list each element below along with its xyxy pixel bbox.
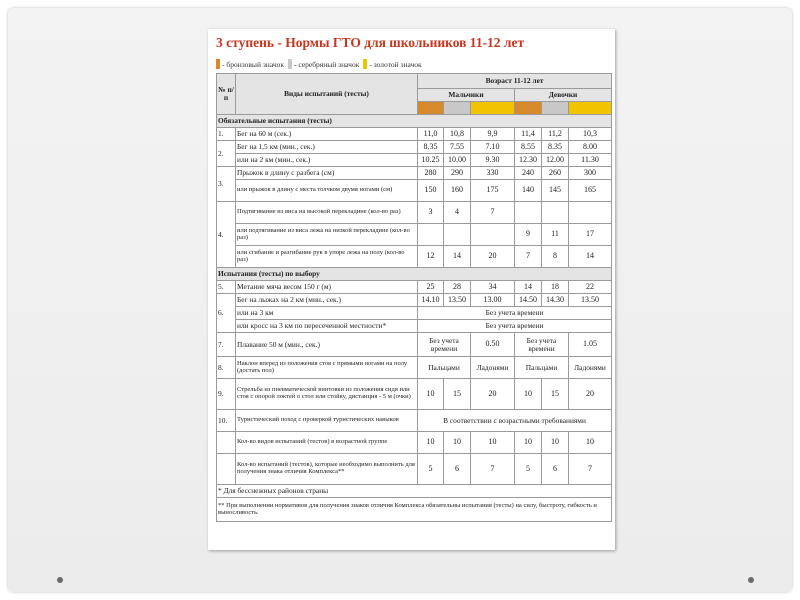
table-row: [217, 141, 612, 154]
value-cell: Без учета времени: [418, 333, 471, 357]
row-num: [217, 454, 236, 485]
gold-swatch: [363, 59, 367, 69]
test-name: Плавание 50 м (мин., сек.): [236, 333, 418, 357]
value-cell: 13.50: [444, 294, 471, 307]
row-num: 5.: [217, 281, 236, 294]
table-row: [217, 357, 612, 379]
test-name: или подтягивание из виса лежа на низкой перекладине (кол-во раз): [236, 224, 418, 246]
test-name: Кол-во видов испытаний (тестов) в возрастной группе: [236, 432, 418, 454]
table-row: [217, 154, 612, 167]
value-cell: Без учета времени: [418, 320, 612, 333]
value-cell: 13.00: [471, 294, 515, 307]
row-num: [217, 432, 236, 454]
footnote-snowless: * Для бесснежных районов страны: [217, 485, 612, 498]
section-mandatory: Обязательные испытания (тесты): [217, 115, 612, 128]
test-name: Бег на лыжах на 2 км (мин., сек.): [236, 294, 418, 307]
value-cell: 9.30: [471, 154, 515, 167]
medal-legend: [216, 59, 611, 69]
value-cell: 20: [569, 379, 612, 410]
table-row: [217, 294, 612, 307]
test-name: Наклон вперед из положения стоя с прямыми ногами на полу (достать пол): [236, 357, 418, 379]
value-cell: Без учета времени: [515, 333, 569, 357]
legend-bronze: - бронзовый значок: [222, 59, 285, 69]
medal-color-cell: [471, 102, 515, 115]
value-cell: [542, 202, 569, 224]
table-row: [217, 320, 612, 333]
table-row: [217, 432, 612, 454]
value-cell: [569, 202, 612, 224]
medal-color-cell: [542, 102, 569, 115]
bronze-swatch: [216, 59, 220, 69]
table-row: [217, 333, 612, 357]
value-cell: 150: [418, 180, 444, 202]
value-cell: 8.35: [418, 141, 444, 154]
value-cell: 14: [569, 246, 612, 268]
value-cell: 10: [542, 432, 569, 454]
row-num: 8.: [217, 357, 236, 379]
header-tests: Виды испытаний (тесты): [236, 74, 418, 115]
test-name: или кросс на 3 км по пересеченной местности*: [236, 320, 418, 333]
value-cell: 14.30: [542, 294, 569, 307]
value-cell: 175: [471, 180, 515, 202]
table-row: [217, 307, 612, 320]
header-age: Возраст 11-12 лет: [418, 74, 612, 89]
table-row: [217, 167, 612, 180]
value-cell: Ладонями: [471, 357, 515, 379]
table-row: [217, 410, 612, 432]
value-cell: 20: [471, 379, 515, 410]
value-cell: 7: [569, 454, 612, 485]
value-cell: 8.55: [515, 141, 542, 154]
table-row: [217, 180, 612, 202]
value-cell: 10,3: [569, 128, 612, 141]
document-title: 3 ступень - Нормы ГТО для школьников 11-12 лет: [216, 35, 525, 50]
norms-table: [216, 73, 612, 522]
medal-color-cell: [515, 102, 542, 115]
test-name: Метание мяча весом 150 г (м): [236, 281, 418, 294]
value-cell: 10.25: [418, 154, 444, 167]
test-name: или на 3 км: [236, 307, 418, 320]
value-cell: 7.10: [471, 141, 515, 154]
value-cell: 9,9: [471, 128, 515, 141]
medal-color-cell: [569, 102, 612, 115]
value-cell: 10: [444, 432, 471, 454]
value-cell: 11,2: [542, 128, 569, 141]
value-cell: 28: [444, 281, 471, 294]
value-cell: 10,8: [444, 128, 471, 141]
row-num: 7.: [217, 333, 236, 357]
value-cell: 140: [515, 180, 542, 202]
value-cell: В соответствии с возрастными требованиями: [418, 410, 612, 432]
value-cell: 160: [444, 180, 471, 202]
bullet-dot: [748, 577, 754, 583]
header-boys: Мальчики: [418, 88, 515, 102]
row-num: 3.: [217, 167, 236, 202]
value-cell: 14.10: [418, 294, 444, 307]
value-cell: [418, 224, 444, 246]
test-name: Кол-во испытаний (тестов), которые необходимо выполнить для получения знака отличия Комплекса**: [236, 454, 418, 485]
row-num: 6.: [217, 294, 236, 333]
legend-gold: - золотой значок: [369, 59, 422, 69]
value-cell: 10.00: [444, 154, 471, 167]
section-optional: Испытания (тесты) по выбору: [217, 268, 612, 281]
bullet-dot: [57, 577, 63, 583]
value-cell: [471, 224, 515, 246]
value-cell: [515, 202, 542, 224]
value-cell: 11,0: [418, 128, 444, 141]
legend-silver: - серебряный значок: [294, 59, 360, 69]
value-cell: 240: [515, 167, 542, 180]
test-name: или сгибание и разгибание рук в упоре лежа на полу (кол-во раз): [236, 246, 418, 268]
value-cell: 8.35: [542, 141, 569, 154]
table-row: [217, 202, 612, 224]
value-cell: 10: [569, 432, 612, 454]
value-cell: 4: [444, 202, 471, 224]
medal-color-cell: [444, 102, 471, 115]
value-cell: Ладонями: [569, 357, 612, 379]
test-name: Подтягивание из виса на высокой перекладине (кол-во раз): [236, 202, 418, 224]
value-cell: 290: [444, 167, 471, 180]
value-cell: 7: [471, 202, 515, 224]
table-row: [217, 454, 612, 485]
row-num: 9.: [217, 379, 236, 410]
value-cell: 10: [418, 379, 444, 410]
value-cell: 3: [418, 202, 444, 224]
table-row: [217, 128, 612, 141]
test-name: Бег на 1,5 км (мин., сек.): [236, 141, 418, 154]
value-cell: 10: [515, 432, 542, 454]
value-cell: 12: [418, 246, 444, 268]
value-cell: [444, 224, 471, 246]
value-cell: 12.00: [542, 154, 569, 167]
row-num: 2.: [217, 141, 236, 167]
row-num: 10.: [217, 410, 236, 432]
value-cell: 6: [542, 454, 569, 485]
test-name: Прыжок в длину с разбега (см): [236, 167, 418, 180]
value-cell: 7.55: [444, 141, 471, 154]
value-cell: 11.30: [569, 154, 612, 167]
value-cell: 10: [515, 379, 542, 410]
row-num: 4.: [217, 202, 236, 268]
value-cell: 14: [515, 281, 542, 294]
value-cell: 12.30: [515, 154, 542, 167]
header-girls: Девочки: [515, 88, 612, 102]
table-row: [217, 224, 612, 246]
value-cell: 5: [515, 454, 542, 485]
value-cell: 10: [418, 432, 444, 454]
medal-color-cell: [418, 102, 444, 115]
value-cell: 22: [569, 281, 612, 294]
value-cell: 260: [542, 167, 569, 180]
table-row: [217, 379, 612, 410]
value-cell: 9: [515, 224, 542, 246]
test-name: Бег на 60 м (сек.): [236, 128, 418, 141]
value-cell: 14.50: [515, 294, 542, 307]
value-cell: 0.50: [471, 333, 515, 357]
value-cell: 11,4: [515, 128, 542, 141]
row-num: 1.: [217, 128, 236, 141]
value-cell: 330: [471, 167, 515, 180]
value-cell: 145: [542, 180, 569, 202]
value-cell: Без учета времени: [418, 307, 612, 320]
value-cell: 17: [569, 224, 612, 246]
value-cell: 10: [471, 432, 515, 454]
value-cell: 300: [569, 167, 612, 180]
value-cell: Пальцами: [418, 357, 471, 379]
value-cell: 18: [542, 281, 569, 294]
value-cell: 25: [418, 281, 444, 294]
value-cell: 13.50: [569, 294, 612, 307]
value-cell: 5: [418, 454, 444, 485]
value-cell: Пальцами: [515, 357, 569, 379]
value-cell: 165: [569, 180, 612, 202]
value-cell: 14: [444, 246, 471, 268]
value-cell: 280: [418, 167, 444, 180]
value-cell: 8: [542, 246, 569, 268]
silver-swatch: [288, 59, 292, 69]
value-cell: 15: [444, 379, 471, 410]
test-name: или на 2 км (мин., сек.): [236, 154, 418, 167]
test-name: Стрельба из пневматической винтовки из положения сидя или стоя с опорой локтей о стол или стойку, дистанция - 5 м (очки): [236, 379, 418, 410]
gto-norms-document: [208, 29, 615, 550]
value-cell: 20: [471, 246, 515, 268]
header-num: № п/п: [217, 74, 236, 115]
value-cell: 15: [542, 379, 569, 410]
value-cell: 11: [542, 224, 569, 246]
value-cell: 8.00: [569, 141, 612, 154]
slide-background: [8, 8, 792, 592]
test-name: Туристический поход с проверкой туристических навыков: [236, 410, 418, 432]
table-row: [217, 281, 612, 294]
test-name: или прыжок в длину с места толчком двумя ногами (см): [236, 180, 418, 202]
value-cell: 1.05: [569, 333, 612, 357]
value-cell: 7: [515, 246, 542, 268]
value-cell: 6: [444, 454, 471, 485]
table-row: [217, 246, 612, 268]
value-cell: 34: [471, 281, 515, 294]
value-cell: 7: [471, 454, 515, 485]
footnote-requirements: ** При выполнении нормативов для получения знаков отличия Комплекса обязательны испытания (тесты) на силу, быстроту, гибкость и выносливость.: [217, 498, 612, 522]
